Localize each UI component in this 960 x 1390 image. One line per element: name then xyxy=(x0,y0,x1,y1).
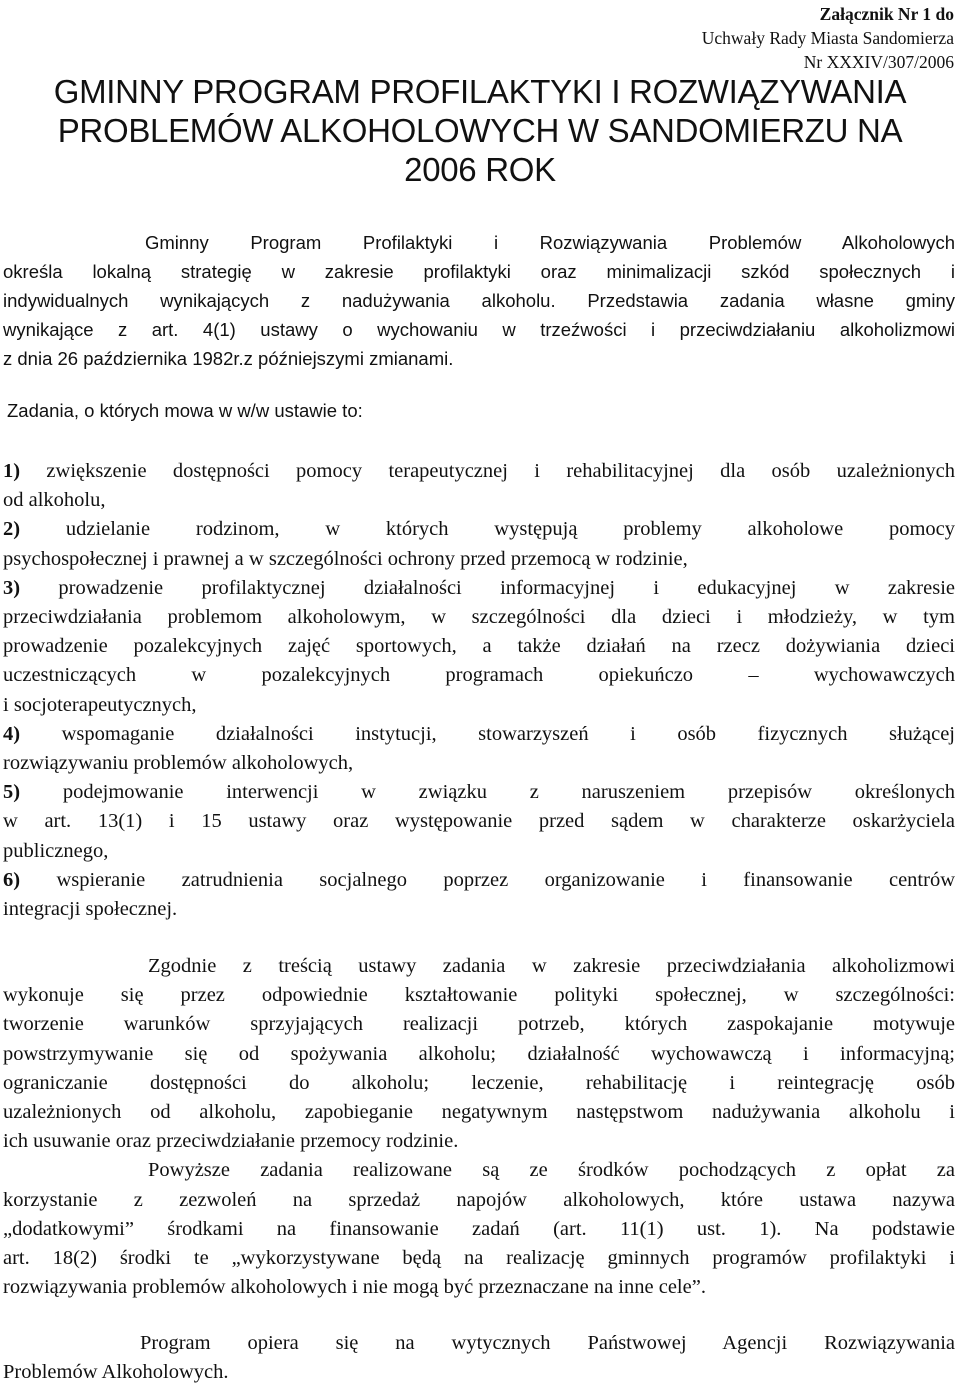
task-line: 5) podejmowanie interwencji w związku z naruszeniem przepisów określonych xyxy=(3,781,956,804)
tasks-list xyxy=(3,457,955,924)
tasks-lead: Zadania, o których mowa w w/w ustawie to: xyxy=(7,400,363,421)
task-number: 1) xyxy=(3,460,21,482)
paragraph-line: Zgodnie z treścią ustawy zadania w zakresie przeciwdziałania alkoholizmowi xyxy=(148,955,955,977)
task-line: 3) prowadzenie profilaktycznej działalności informacyjnej i edukacyjnej w zakresie xyxy=(3,576,956,599)
title-line-2: PROBLEMÓW ALKOHOLOWYCH W SANDOMIERZU NA xyxy=(57,112,903,149)
paragraph-line: wykonuje się przez odpowiednie kształtowanie polityki społecznej, w szczególności: xyxy=(3,984,955,1007)
paragraph-line: „dodatkowymi” środkami na finansowanie zadań (art. 11(1) ust. 1). Na podstawie xyxy=(3,1217,955,1240)
annex-line-1: Załącznik Nr 1 do xyxy=(819,4,954,24)
intro-line: z dnia 26 października 1982r.z późniejszymi zmianami. xyxy=(3,348,454,369)
paragraph-line: ich usuwanie oraz przeciwdziałanie przemocy rodzinie. xyxy=(3,1130,459,1153)
task-line: psychospołecznej i prawnej a w szczególności ochrony przed przemocą w rodzinie, xyxy=(3,547,688,570)
paragraph-line: uzależnionych od alkoholu, zapobieganie negatywnym następstwom nadużywania alkoholu i xyxy=(3,1101,955,1124)
task-line: przeciwdziałania problemom alkoholowym, w szczególności dla dzieci i młodzieży, w tym xyxy=(3,606,955,629)
task-number: 5) xyxy=(3,781,21,804)
paragraph-line: ograniczanie dostępności do alkoholu; leczenie, rehabilitację i reintegrację osób xyxy=(3,1071,955,1094)
annex-header xyxy=(702,2,954,74)
paragraph-line: Problemów Alkoholowych. xyxy=(3,1361,229,1384)
task-line: rozwiązywaniu problemów alkoholowych, xyxy=(3,752,354,775)
paragraph-line: korzystanie z zezwoleń na sprzedaż napojów alkoholowych, które ustawa nazywa xyxy=(3,1188,955,1211)
intro-line: Gminny Program Profilaktyki i Rozwiązywania Problemów Alkoholowych xyxy=(145,232,955,253)
task-line: i socjoterapeutycznych, xyxy=(3,693,197,716)
annex-line-2: Uchwały Rady Miasta Sandomierza xyxy=(701,28,954,48)
task-number: 6) xyxy=(3,868,21,891)
title-line-3: 2006 ROK xyxy=(404,151,556,188)
task-line: 4) wspomaganie działalności instytucji, stowarzyszeń i osób fizycznych służącej xyxy=(3,722,956,745)
paragraph-line: powstrzymywanie się od spożywania alkoholu; działalność wychowawczą i informacyjną; xyxy=(3,1042,955,1065)
task-line: prowadzenie pozalekcyjnych zajęć sportowych, a także działań na rzecz dożywiania dzieci xyxy=(3,635,955,658)
program-basis-paragraph xyxy=(3,1329,955,1387)
task-line: w art. 13(1) i 15 ustawy oraz występowanie przed sądem w charakterze oskarżyciela xyxy=(3,810,955,833)
paragraph-line: Powyższe zadania realizowane są ze środków pochodzących z opłat za xyxy=(148,1159,955,1182)
intro-line: wynikające z art. 4(1) ustawy o wychowaniu w trzeźwości i przeciwdziałaniu alkoholizmowi xyxy=(3,319,955,340)
task-number: 4) xyxy=(3,722,21,745)
intro-line: określa lokalną strategię w zakresie profilaktyki oraz minimalizacji szkód społecznych i xyxy=(3,261,955,282)
task-line: 2) udzielanie rodzinom, w których występują problemy alkoholowe pomocy xyxy=(3,518,955,541)
paragraph-line: art. 18(2) środki te „wykorzystywane będą na realizację gminnych programów profilaktyki i xyxy=(3,1247,955,1270)
task-line: uczestniczących w pozalekcyjnych programach opiekuńczo – wychowawczych xyxy=(3,664,955,687)
task-line: od alkoholu, xyxy=(3,489,106,512)
task-line: publicznego, xyxy=(3,839,109,862)
paragraph-line: rozwiązywania problemów alkoholowych i nie mogą być przeznaczane na inne cele”. xyxy=(3,1276,706,1299)
task-line: 1) zwiększenie dostępności pomocy terapeutycznej i rehabilitacyjnej dla osób uzależnionych xyxy=(3,460,955,482)
task-line: 6) wspieranie zatrudnienia socjalnego poprzez organizowanie i finansowanie centrów xyxy=(3,868,955,891)
task-line: integracji społecznej. xyxy=(3,898,178,921)
title-line-1: GMINNY PROGRAM PROFILAKTYKI I ROZWIĄZYWANIA xyxy=(53,73,907,110)
document-title xyxy=(0,72,960,189)
paragraph-line: Program opiera się na wytycznych Państwowej Agencji Rozwiązywania xyxy=(140,1332,955,1354)
task-number: 3) xyxy=(3,576,21,599)
paragraph-line: tworzenie warunków sprzyjających realizacji potrzeb, których zaspokajanie motywuje xyxy=(3,1013,955,1036)
intro-paragraph xyxy=(3,228,955,373)
task-number: 2) xyxy=(3,518,21,541)
annex-line-3: Nr XXXIV/307/2006 xyxy=(803,52,954,72)
legal-basis-paragraphs xyxy=(3,952,955,1302)
intro-line: indywidualnych wynikających z nadużywania alkoholu. Przedstawia zadania własne gminy xyxy=(3,290,955,311)
